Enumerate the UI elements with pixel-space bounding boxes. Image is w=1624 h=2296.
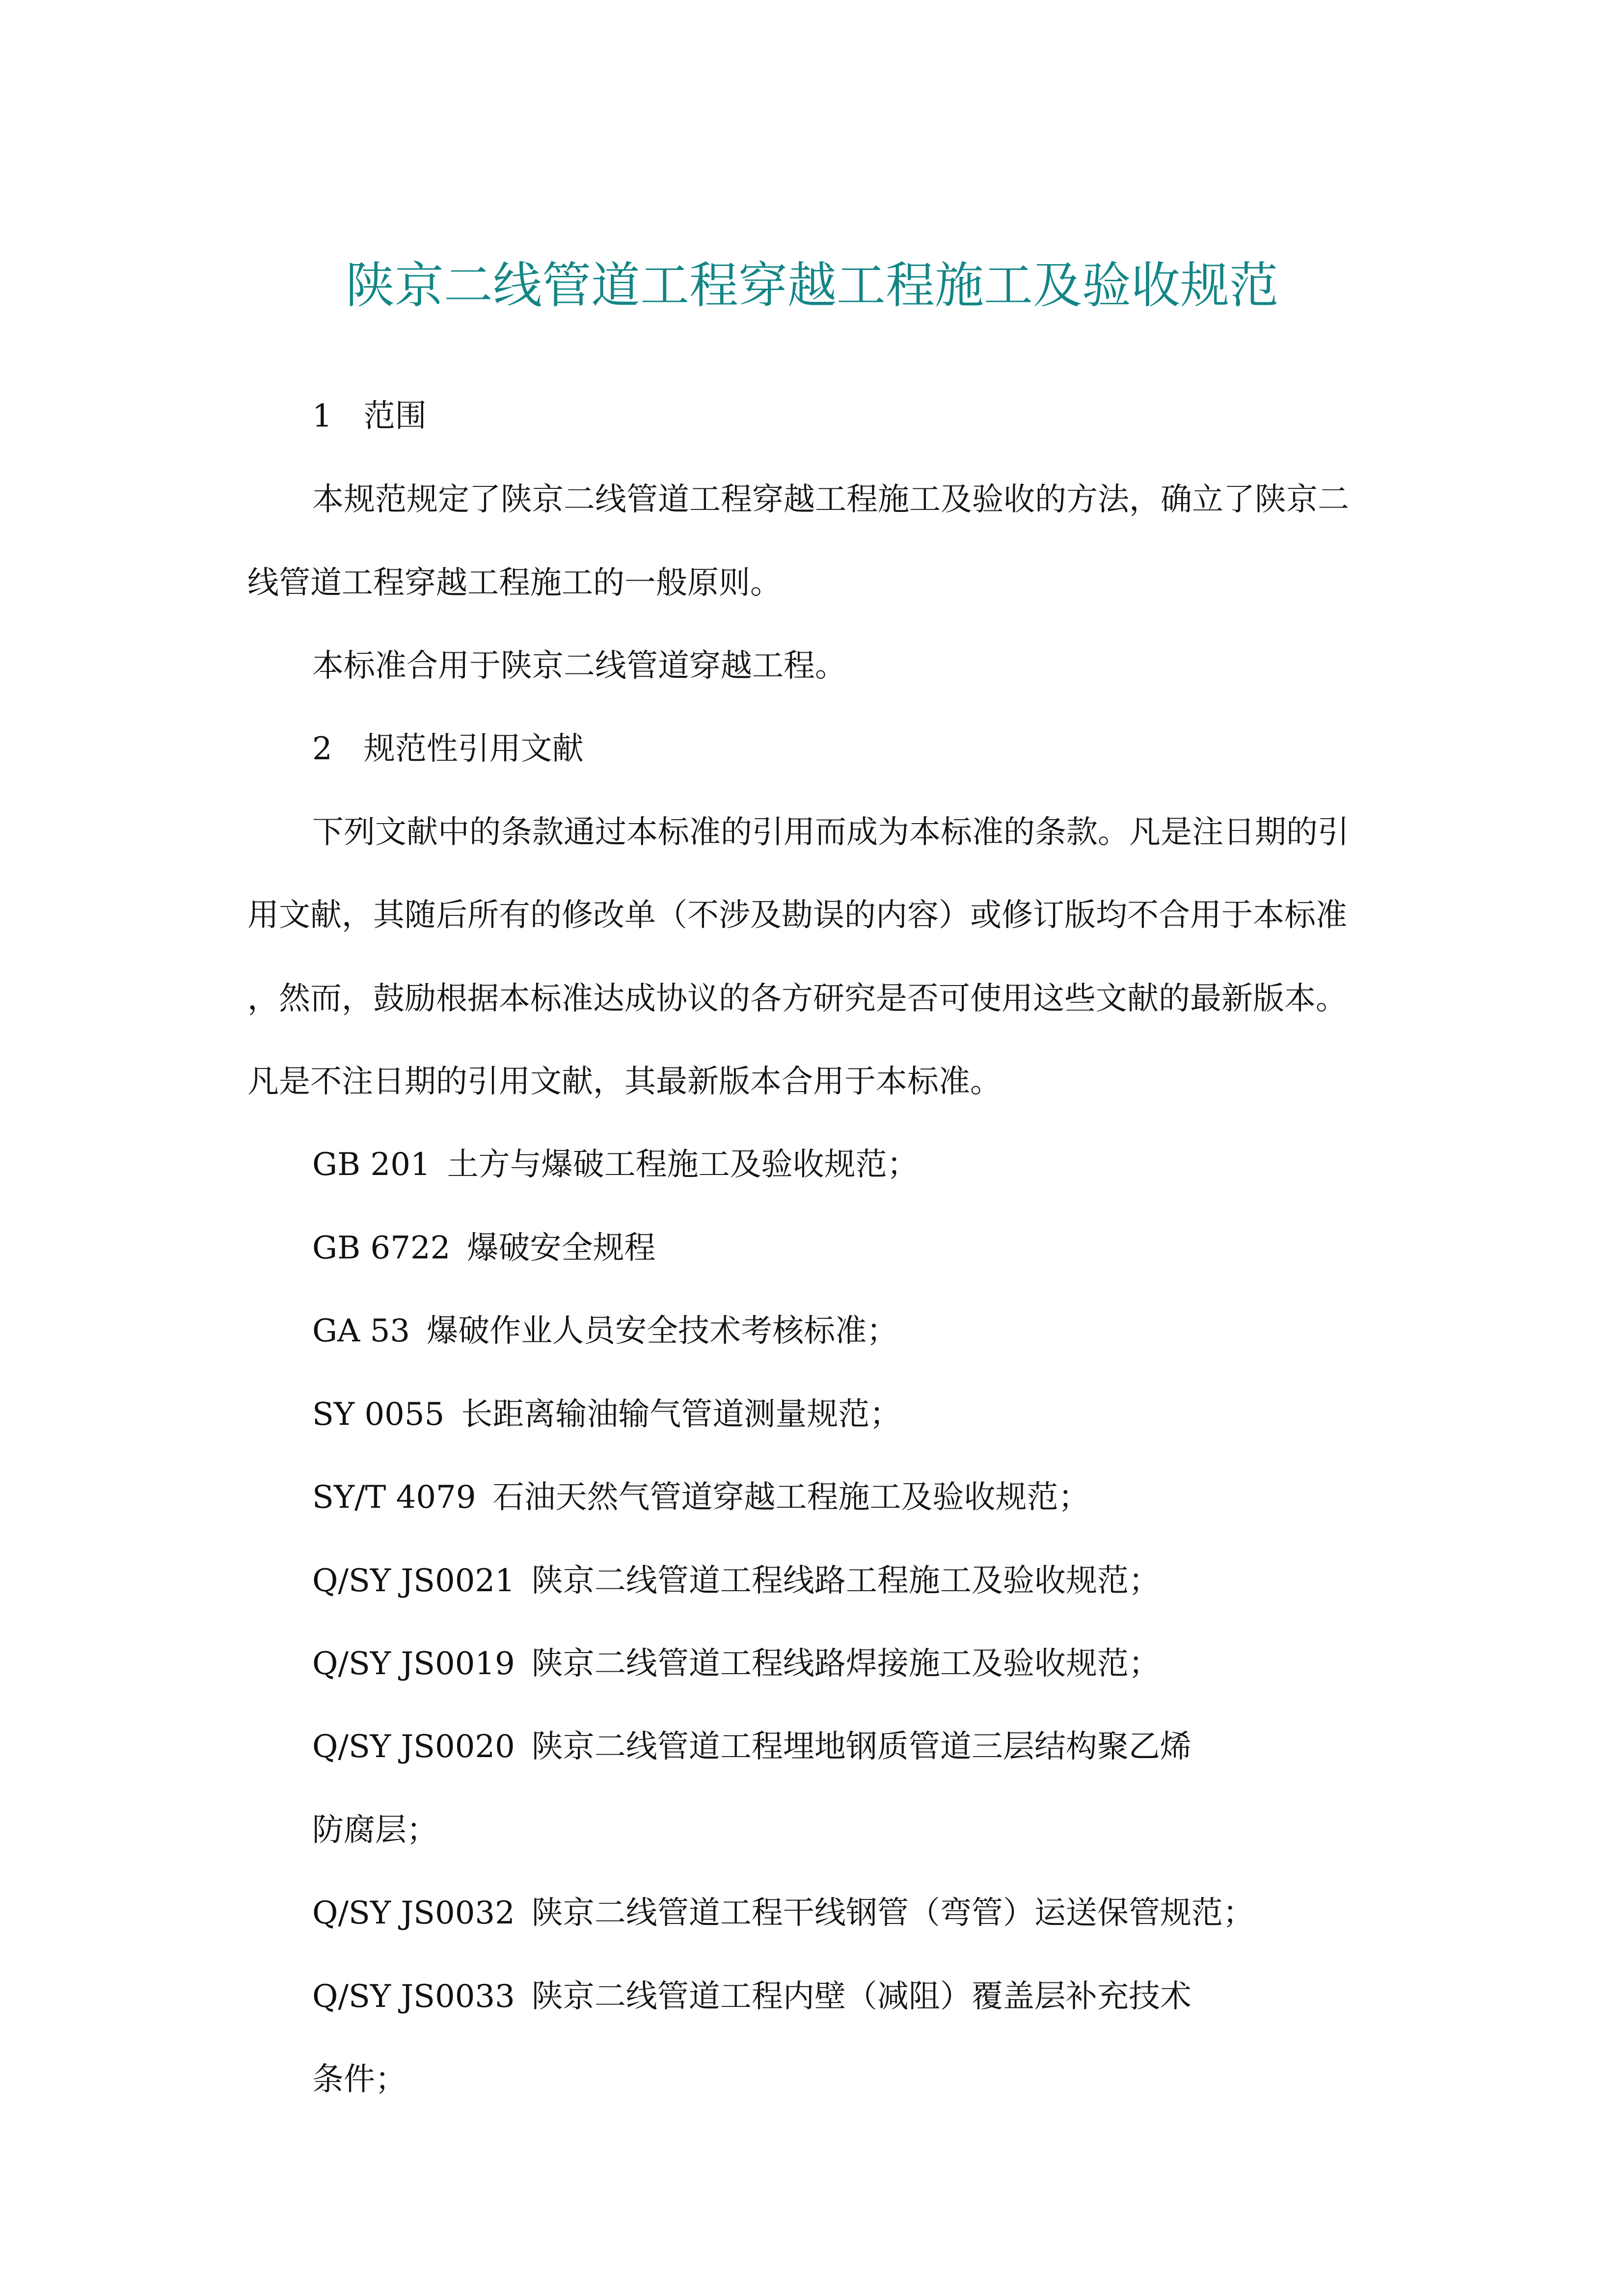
reference-title: 石油天然气管道穿越工程施工及验收规范； [492, 1479, 1090, 1516]
section-2-heading: 2 规范性引用文献 [312, 731, 584, 767]
reference-code: Q/SY JS0033 [312, 1978, 515, 2015]
reference-item [312, 1392, 901, 1437]
reference-title: 陕京二线管道工程干线钢管（弯管）运送保管规范； [531, 1895, 1254, 1931]
reference-code: GB 201 [312, 1147, 431, 1183]
reference-code: Q/SY JS0019 [312, 1646, 515, 1682]
reference-continuation: 条件； [312, 2061, 406, 2098]
reference-item [312, 1891, 1254, 1935]
section-1-heading: 1 范围 [312, 398, 427, 434]
section-1-paragraph-line: 线管道工程穿越工程施工的一般原则。 [247, 565, 782, 601]
section-2-paragraph-line: ，然而，鼓励根据本标准达成协议的各方研究是否可使用这些文献的最新版本。 [247, 981, 1347, 1017]
reference-code: Q/SY JS0032 [312, 1895, 515, 1931]
reference-code: SY/T 4079 [312, 1479, 476, 1516]
document-title: 陕京二线管道工程穿越工程施工及验收规范 [346, 257, 1278, 314]
section-2-paragraph-line: 凡是不注日期的引用文献，其最新版本合用于本标准。 [247, 1064, 1001, 1100]
reference-title: 陕京二线管道工程线路工程施工及验收规范； [531, 1563, 1160, 1599]
section-1-paragraph-2: 本标准合用于陕京二线管道穿越工程。 [312, 648, 846, 684]
reference-title: 陕京二线管道工程内壁（减阻）覆盖层补充技术 [531, 1978, 1191, 2015]
reference-title: 陕京二线管道工程埋地钢质管道三层结构聚乙烯 [531, 1729, 1191, 1765]
reference-title: 土方与爆破工程施工及验收规范； [447, 1147, 919, 1183]
reference-code: GA 53 [312, 1313, 410, 1349]
section-1-paragraph-line: 本规范规定了陕京二线管道工程穿越工程施工及验收的方法，确立了陕京二 [312, 481, 1349, 518]
reference-code: SY 0055 [312, 1396, 445, 1433]
section-2-paragraph-line: 用文献，其随后所有的修改单（不涉及勘误的内容）或修订版均不合用于本标准 [247, 897, 1347, 934]
reference-title: 陕京二线管道工程线路焊接施工及验收规范； [531, 1646, 1160, 1682]
section-2-paragraph-line: 下列文献中的条款通过本标准的引用而成为本标准的条款。凡是注日期的引 [312, 814, 1349, 851]
reference-item [312, 1143, 919, 1187]
reference-title: 爆破作业人员安全技术考核标准； [427, 1313, 898, 1349]
reference-title: 长距离输油输气管道测量规范； [461, 1396, 901, 1433]
reference-item [312, 1475, 1090, 1520]
reference-item [312, 1725, 1191, 1769]
reference-item [312, 1309, 898, 1353]
reference-item [312, 1975, 1191, 2019]
reference-item [312, 1226, 655, 1270]
reference-title: 爆破安全规程 [467, 1230, 656, 1266]
reference-item [312, 1642, 1160, 1686]
reference-continuation: 防腐层； [312, 1812, 438, 1848]
reference-code: Q/SY JS0020 [312, 1729, 515, 1765]
reference-code: GB 6722 [312, 1230, 451, 1266]
reference-code: Q/SY JS0021 [312, 1563, 515, 1599]
reference-item [312, 1559, 1160, 1603]
